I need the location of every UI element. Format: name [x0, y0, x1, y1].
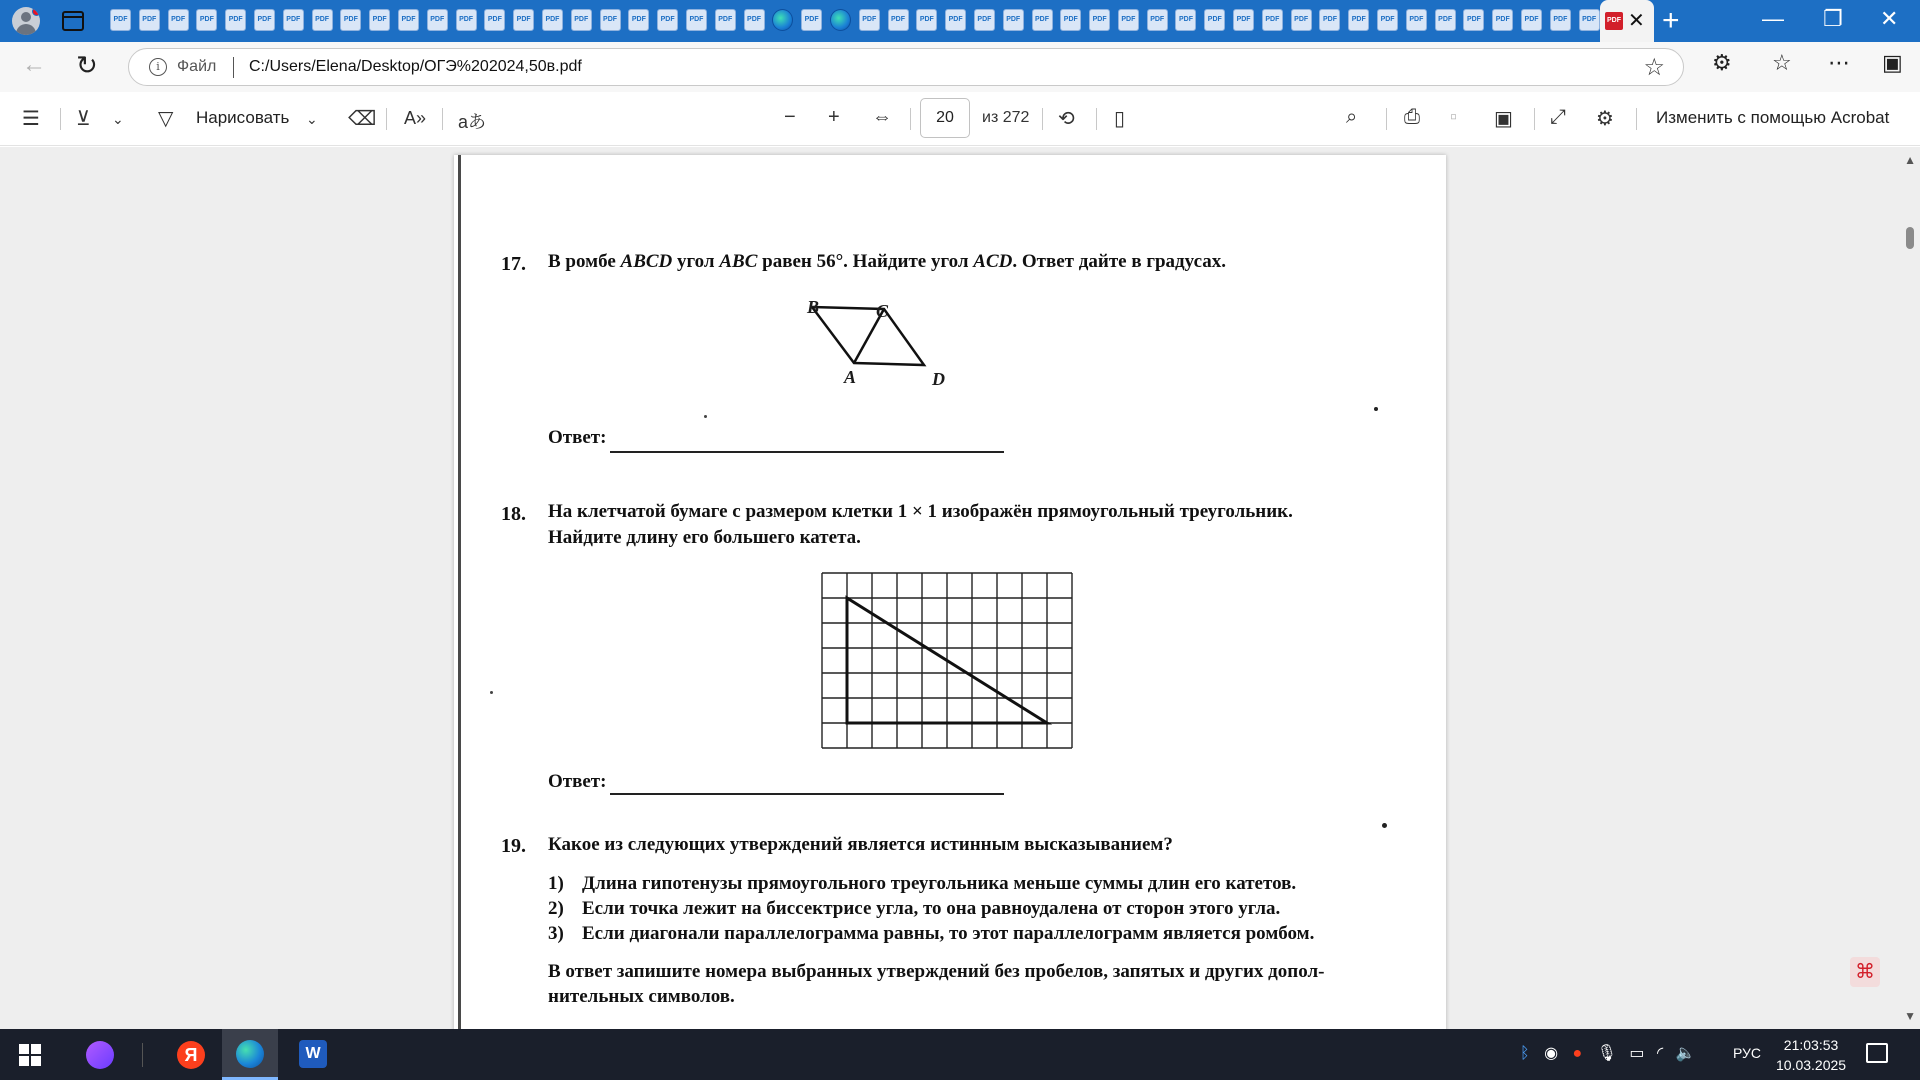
option-2-text: Если точка лежит на биссектрисе угла, то она равноудалена от сторон этого угла.: [582, 898, 1281, 919]
contents-list-icon[interactable]: ☰: [22, 108, 40, 130]
pdf-file-icon: PDF: [1605, 12, 1623, 30]
divider: [1042, 108, 1043, 130]
pdf-tab-icon[interactable]: PDF: [628, 9, 649, 31]
edge-tab-icon[interactable]: [830, 9, 851, 31]
close-tab-icon[interactable]: ✕: [1628, 10, 1645, 32]
pdf-tab-icon[interactable]: PDF: [600, 9, 621, 31]
back-arrow-icon[interactable]: ←: [22, 51, 46, 78]
pdf-tab-icon[interactable]: PDF: [1233, 9, 1254, 31]
wifi-icon[interactable]: ◜: [1656, 1045, 1664, 1062]
pdf-tab-icon[interactable]: PDF: [542, 9, 563, 31]
eraser-icon[interactable]: ⌫: [348, 108, 377, 130]
url-text[interactable]: C:/Users/Elena/Desktop/ОГЭ%202024,50в.pdf: [249, 58, 582, 75]
answer-label-17: Ответ:: [548, 427, 607, 448]
search-icon[interactable]: ⌕: [1346, 106, 1358, 128]
question-18-line1: На клетчатой бумаге с размером клетки 1 × 1 изображён прямоугольный треугольник.: [548, 501, 1293, 522]
pdf-tab-icon[interactable]: PDF: [1060, 9, 1081, 31]
pdf-tab-icon[interactable]: PDF: [312, 9, 333, 31]
pdf-tab-icon[interactable]: PDF: [369, 9, 390, 31]
acrobat-logo-icon[interactable]: ⌘: [1850, 957, 1880, 987]
scrollbar-thumb[interactable]: [1906, 227, 1914, 249]
pdf-tab-icon[interactable]: PDF: [168, 9, 189, 31]
edge-tab-icon[interactable]: [772, 9, 793, 31]
vertex-label-c: C: [876, 301, 889, 321]
divider: [442, 108, 443, 130]
pdf-tab-icon[interactable]: PDF: [456, 9, 477, 31]
scroll-down-icon[interactable]: ▼: [1904, 1009, 1916, 1023]
pdf-viewer[interactable]: [0, 147, 1920, 1029]
pdf-tab-icon[interactable]: PDF: [1348, 9, 1369, 31]
answer-line-17[interactable]: [610, 451, 1004, 453]
windows-start-icon[interactable]: [19, 1044, 41, 1066]
zoom-in-icon[interactable]: +: [828, 106, 840, 128]
vertex-label-b: B: [807, 297, 820, 317]
fit-width-icon[interactable]: ⇔: [872, 106, 892, 128]
word-app-icon[interactable]: W: [286, 1029, 342, 1080]
restore-button[interactable]: ❐: [1823, 6, 1843, 31]
notification-center-icon[interactable]: [1866, 1043, 1888, 1063]
minimize-button[interactable]: —: [1762, 6, 1784, 31]
pdf-tab-icon[interactable]: PDF: [1204, 9, 1225, 31]
page-binding-line: [458, 155, 461, 1029]
edge-tray-icon[interactable]: ◉: [1544, 1045, 1559, 1062]
draw-label[interactable]: Нарисовать: [196, 108, 290, 127]
taskbar: [0, 1029, 1920, 1080]
pdf-tab-icon[interactable]: PDF: [1521, 9, 1542, 31]
scan-speck: [1382, 823, 1387, 828]
pdf-tab-icon[interactable]: PDF: [1147, 9, 1168, 31]
pdf-tab-icon[interactable]: PDF: [744, 9, 765, 31]
divider: [1386, 108, 1387, 130]
question-17-text: В ромбе ABCD угол ABC равен 56°. Найдите угол ACD. Ответ дайте в градусах.: [548, 251, 1226, 272]
zoom-out-icon[interactable]: −: [784, 106, 796, 128]
pdf-tab-icon[interactable]: PDF: [859, 9, 880, 31]
active-tab[interactable]: [1600, 0, 1654, 42]
instruction-line1: В ответ запишите номера выбранных утверждений без пробелов, запятых и других допол-: [548, 961, 1325, 982]
pdf-tab-icon[interactable]: PDF: [1406, 9, 1427, 31]
vertex-label-d: D: [932, 369, 945, 389]
clock[interactable]: [1776, 1035, 1846, 1075]
grid-figure: [820, 571, 1076, 753]
question-18-number: 18.: [501, 503, 526, 525]
option-1-number: 1): [548, 873, 564, 894]
tab-strip: [110, 9, 1607, 35]
pdf-tab-icon[interactable]: PDF: [427, 9, 448, 31]
pdf-tab-icon[interactable]: PDF: [715, 9, 736, 31]
scheme-label: Файл: [177, 58, 217, 75]
pdf-tab-icon[interactable]: PDF: [1377, 9, 1398, 31]
pdf-tab-icon[interactable]: PDF: [398, 9, 419, 31]
pdf-tab-icon[interactable]: PDF: [974, 9, 995, 31]
extensions-icon[interactable]: ⚙: [1712, 50, 1732, 75]
address-bar[interactable]: [128, 48, 1684, 86]
page-count-label: из 272: [982, 109, 1030, 126]
highlight-icon[interactable]: ⊻: [76, 108, 91, 130]
pdf-tab-icon[interactable]: PDF: [1175, 9, 1196, 31]
pdf-tab-icon[interactable]: PDF: [1118, 9, 1139, 31]
scroll-up-icon[interactable]: ▲: [1904, 153, 1916, 167]
draw-pen-icon[interactable]: ▽: [158, 108, 174, 130]
new-tab-button[interactable]: +: [1662, 4, 1680, 37]
question-17-number: 17.: [501, 253, 526, 275]
option-1-text: Длина гипотенузы прямоугольного треугольника меньше суммы длин его катетов.: [582, 873, 1297, 894]
edit-with-acrobat-button[interactable]: Изменить с помощью Acrobat: [1656, 108, 1890, 127]
pdf-tab-icon[interactable]: PDF: [1319, 9, 1340, 31]
pdf-tab-icon[interactable]: PDF: [571, 9, 592, 31]
vertical-scrollbar[interactable]: [1898, 147, 1920, 1029]
divider: [910, 108, 911, 130]
pdf-tab-icon[interactable]: PDF: [888, 9, 909, 31]
instruction-line2: нительных символов.: [548, 986, 735, 1007]
profile-avatar-icon[interactable]: [12, 7, 40, 35]
chevron-down-icon[interactable]: ⌄: [306, 111, 318, 127]
yandex-browser-icon[interactable]: Я: [162, 1029, 218, 1080]
pdf-tab-icon[interactable]: PDF: [225, 9, 246, 31]
edge-browser-icon[interactable]: [222, 1029, 278, 1080]
yandex-tray-icon[interactable]: ●: [1572, 1045, 1583, 1062]
battery-icon[interactable]: ▭: [1629, 1045, 1645, 1062]
pdf-tab-icon[interactable]: PDF: [686, 9, 707, 31]
bluetooth-icon[interactable]: ᛒ: [1520, 1045, 1530, 1062]
pdf-tab-icon[interactable]: PDF: [1032, 9, 1053, 31]
answer-label-18: Ответ:: [548, 771, 607, 792]
pdf-tab-icon[interactable]: PDF: [657, 9, 678, 31]
scan-speck: [490, 691, 493, 694]
pdf-tab-icon[interactable]: PDF: [484, 9, 505, 31]
page-number-input[interactable]: 20: [920, 98, 970, 138]
reload-icon[interactable]: ↻: [76, 50, 98, 80]
question-19-text: Какое из следующих утверждений является истинным высказыванием?: [548, 834, 1173, 855]
translate-icon[interactable]: aあ: [458, 112, 487, 132]
sidebar-toggle-icon[interactable]: ▣: [1882, 50, 1903, 75]
system-tray: [1520, 1043, 1696, 1063]
clock-time: 21:03:53: [1783, 1037, 1839, 1053]
pdf-tab-icon[interactable]: PDF: [1550, 9, 1571, 31]
pdf-tab-icon[interactable]: PDF: [254, 9, 275, 31]
save-as-icon[interactable]: ▣: [1494, 108, 1513, 130]
question-19-number: 19.: [501, 835, 526, 857]
close-window-button[interactable]: ✕: [1880, 6, 1899, 31]
notification-dot-icon: [32, 7, 40, 16]
divider: [1534, 108, 1535, 130]
microphone-icon[interactable]: 🎙: [1596, 1045, 1617, 1062]
chevron-down-icon[interactable]: ⌄: [112, 111, 124, 127]
pdf-tab-icon[interactable]: PDF: [1492, 9, 1513, 31]
vertex-label-a: A: [844, 367, 857, 387]
divider: [233, 57, 234, 78]
divider: [142, 1043, 143, 1067]
clock-date: 10.03.2025: [1776, 1057, 1847, 1073]
pdf-toolbar: [0, 92, 1920, 146]
favorites-icon[interactable]: ☆: [1772, 50, 1792, 75]
pdf-tab-icon[interactable]: PDF: [139, 9, 160, 31]
navigation-bar: [0, 42, 1920, 92]
tab-actions-menu-icon[interactable]: [62, 11, 84, 31]
settings-gear-icon[interactable]: ⚙: [1596, 108, 1614, 130]
scan-speck: [704, 415, 707, 418]
keyboard-language[interactable]: РУС: [1733, 1045, 1762, 1061]
answer-line-18[interactable]: [610, 793, 1004, 795]
volume-icon[interactable]: 🔈: [1675, 1045, 1696, 1062]
pdf-page: [454, 155, 1446, 1029]
pdf-tab-icon[interactable]: PDF: [1463, 9, 1484, 31]
pdf-tab-icon[interactable]: PDF: [916, 9, 937, 31]
print-icon[interactable]: ⎙: [1404, 106, 1420, 128]
pdf-tab-icon[interactable]: PDF: [1089, 9, 1110, 31]
page-view-icon[interactable]: ▯: [1114, 108, 1126, 130]
pdf-tab-icon[interactable]: PDF: [945, 9, 966, 31]
divider: [1636, 108, 1637, 130]
option-3-text: Если диагонали параллелограмма равны, то этот параллелограмм является ромбом.: [582, 923, 1315, 944]
question-18-line2: Найдите длину его большего катета.: [548, 527, 861, 548]
scan-speck: [1374, 407, 1378, 411]
option-3-number: 3): [548, 923, 564, 944]
save-icon[interactable]: ▫: [1450, 106, 1458, 128]
favorite-star-icon[interactable]: ☆: [1643, 54, 1665, 81]
pdf-tab-icon[interactable]: PDF: [110, 9, 131, 31]
divider: [386, 108, 387, 130]
read-aloud-icon[interactable]: A»: [404, 108, 427, 128]
pdf-tab-icon[interactable]: PDF: [196, 9, 217, 31]
rotate-icon[interactable]: ⟲: [1058, 108, 1075, 130]
pdf-tab-icon[interactable]: PDF: [513, 9, 534, 31]
alice-assistant-icon[interactable]: [72, 1029, 128, 1080]
divider: [60, 108, 61, 130]
pdf-tab-icon[interactable]: PDF: [283, 9, 304, 31]
pdf-tab-icon[interactable]: PDF: [1435, 9, 1456, 31]
info-icon[interactable]: i: [149, 58, 167, 76]
pdf-tab-icon[interactable]: PDF: [801, 9, 822, 31]
pdf-tab-icon[interactable]: PDF: [1262, 9, 1283, 31]
pdf-tab-icon[interactable]: PDF: [1579, 9, 1600, 31]
fullscreen-icon[interactable]: ⤢: [1550, 106, 1566, 128]
option-2-number: 2): [548, 898, 564, 919]
pdf-tab-icon[interactable]: PDF: [1003, 9, 1024, 31]
pdf-tab-icon[interactable]: PDF: [1291, 9, 1312, 31]
pdf-tab-icon[interactable]: PDF: [340, 9, 361, 31]
divider: [1096, 108, 1097, 130]
more-options-icon[interactable]: ⋯: [1828, 50, 1850, 75]
title-bar: [0, 0, 1920, 42]
